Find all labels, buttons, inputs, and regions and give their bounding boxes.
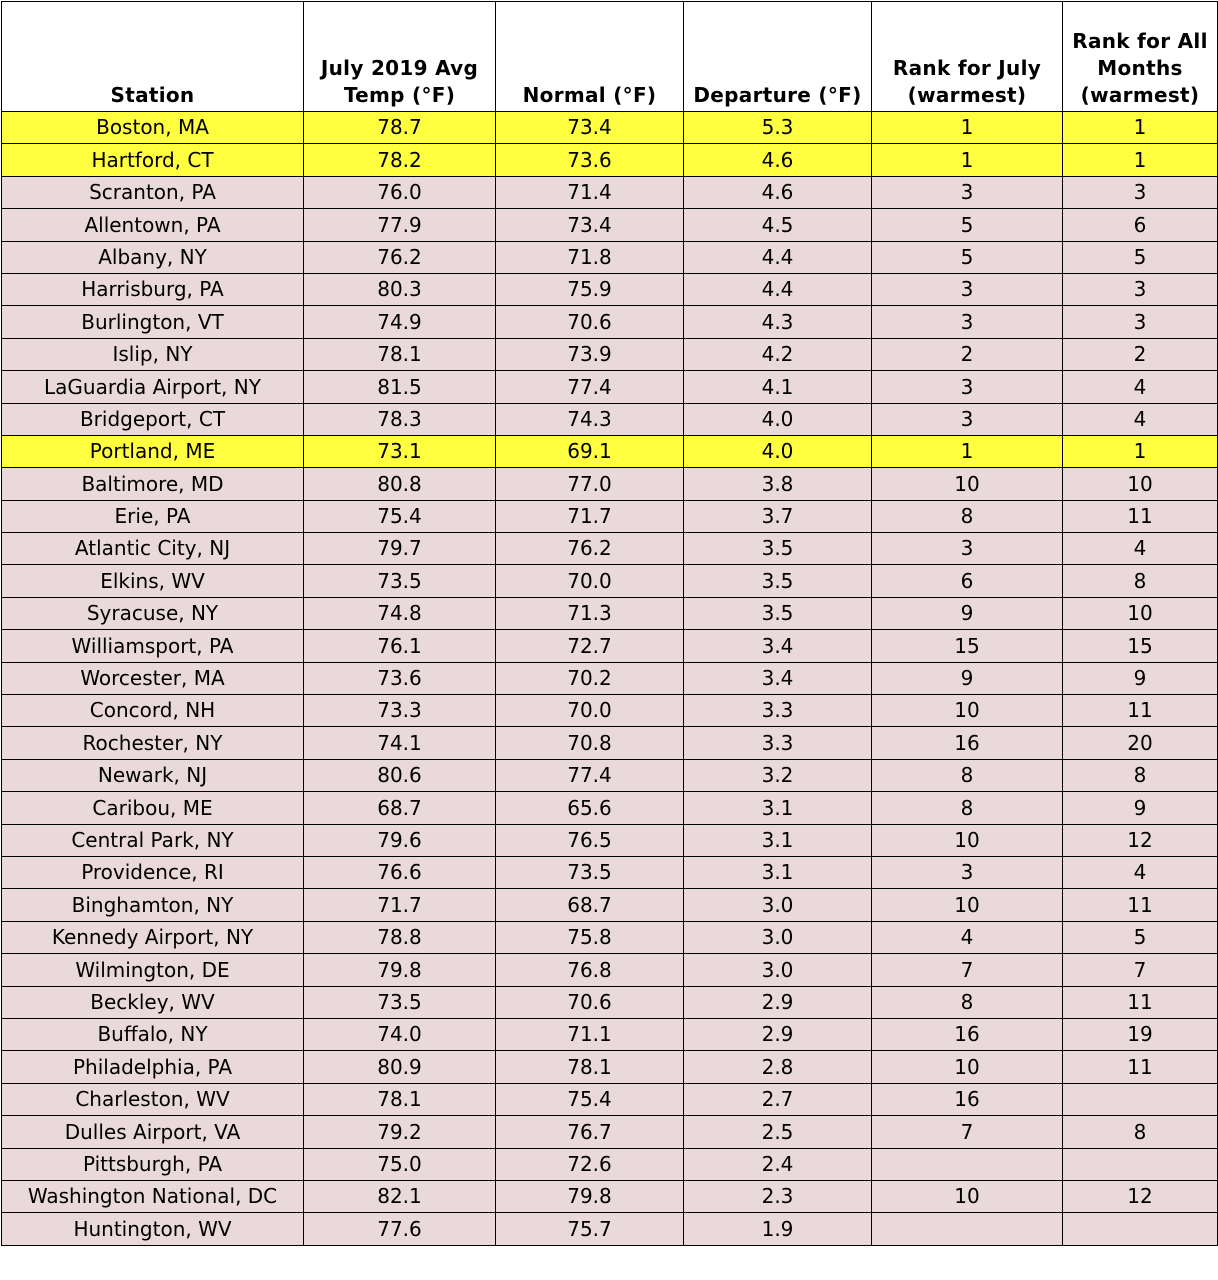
cell-station: Caribou, ME bbox=[2, 792, 304, 824]
cell-departure: 2.3 bbox=[684, 1180, 872, 1212]
cell-rank-all: 10 bbox=[1063, 468, 1218, 500]
cell-rank-all: 8 bbox=[1063, 565, 1218, 597]
cell-departure: 3.5 bbox=[684, 533, 872, 565]
cell-avg-temp: 79.6 bbox=[304, 824, 496, 856]
cell-station: Williamsport, PA bbox=[2, 630, 304, 662]
cell-normal: 75.9 bbox=[496, 273, 684, 305]
cell-departure: 3.7 bbox=[684, 500, 872, 532]
table-row bbox=[2, 792, 1218, 824]
cell-rank-july: 2 bbox=[872, 338, 1063, 370]
cell-station: Wilmington, DE bbox=[2, 954, 304, 986]
cell-normal: 70.6 bbox=[496, 306, 684, 338]
cell-station: Binghamton, NY bbox=[2, 889, 304, 921]
cell-avg-temp: 78.2 bbox=[304, 144, 496, 176]
table-row bbox=[2, 176, 1218, 208]
cell-station: Washington National, DC bbox=[2, 1180, 304, 1212]
cell-avg-temp: 80.3 bbox=[304, 273, 496, 305]
cell-departure: 3.0 bbox=[684, 889, 872, 921]
cell-station: Dulles Airport, VA bbox=[2, 1116, 304, 1148]
cell-station: Albany, NY bbox=[2, 241, 304, 273]
cell-avg-temp: 80.8 bbox=[304, 468, 496, 500]
cell-rank-all: 1 bbox=[1063, 144, 1218, 176]
table-row bbox=[2, 727, 1218, 759]
cell-normal: 72.6 bbox=[496, 1148, 684, 1180]
cell-station: Baltimore, MD bbox=[2, 468, 304, 500]
table-row bbox=[2, 1083, 1218, 1115]
table-row bbox=[2, 1116, 1218, 1148]
cell-normal: 76.5 bbox=[496, 824, 684, 856]
cell-rank-all: 11 bbox=[1063, 1051, 1218, 1083]
cell-normal: 76.2 bbox=[496, 533, 684, 565]
cell-normal: 70.0 bbox=[496, 695, 684, 727]
cell-normal: 65.6 bbox=[496, 792, 684, 824]
cell-station: Charleston, WV bbox=[2, 1083, 304, 1115]
cell-avg-temp: 78.8 bbox=[304, 921, 496, 953]
cell-avg-temp: 76.6 bbox=[304, 856, 496, 888]
cell-normal: 71.1 bbox=[496, 1018, 684, 1050]
cell-station: Syracuse, NY bbox=[2, 597, 304, 629]
cell-station: Pittsburgh, PA bbox=[2, 1148, 304, 1180]
cell-rank-all: 4 bbox=[1063, 371, 1218, 403]
cell-departure: 3.4 bbox=[684, 662, 872, 694]
cell-avg-temp: 71.7 bbox=[304, 889, 496, 921]
cell-rank-july: 3 bbox=[872, 306, 1063, 338]
cell-normal: 74.3 bbox=[496, 403, 684, 435]
table-row bbox=[2, 954, 1218, 986]
cell-avg-temp: 78.1 bbox=[304, 338, 496, 370]
cell-normal: 77.0 bbox=[496, 468, 684, 500]
cell-normal: 70.8 bbox=[496, 727, 684, 759]
cell-normal: 79.8 bbox=[496, 1180, 684, 1212]
cell-rank-july: 8 bbox=[872, 792, 1063, 824]
cell-rank-july: 3 bbox=[872, 273, 1063, 305]
table-row bbox=[2, 371, 1218, 403]
cell-normal: 70.2 bbox=[496, 662, 684, 694]
cell-normal: 69.1 bbox=[496, 435, 684, 467]
cell-rank-all: 11 bbox=[1063, 500, 1218, 532]
cell-rank-all: 10 bbox=[1063, 597, 1218, 629]
table-row bbox=[2, 1018, 1218, 1050]
cell-normal: 78.1 bbox=[496, 1051, 684, 1083]
header-normal-label: Normal (°F) bbox=[522, 83, 657, 107]
cell-avg-temp: 78.3 bbox=[304, 403, 496, 435]
table-row bbox=[2, 889, 1218, 921]
cell-rank-july: 5 bbox=[872, 241, 1063, 273]
cell-departure: 2.8 bbox=[684, 1051, 872, 1083]
table-header bbox=[2, 2, 1218, 112]
cell-station: Allentown, PA bbox=[2, 209, 304, 241]
cell-station: Islip, NY bbox=[2, 338, 304, 370]
header-rank-july-line1: Rank for July bbox=[892, 56, 1042, 80]
temperature-table bbox=[1, 1, 1218, 1246]
cell-rank-july: 7 bbox=[872, 1116, 1063, 1148]
table-row bbox=[2, 306, 1218, 338]
cell-rank-all: 1 bbox=[1063, 112, 1218, 144]
table-row bbox=[2, 565, 1218, 597]
cell-rank-all: 11 bbox=[1063, 986, 1218, 1018]
cell-avg-temp: 76.1 bbox=[304, 630, 496, 662]
cell-station: Atlantic City, NJ bbox=[2, 533, 304, 565]
cell-normal: 75.4 bbox=[496, 1083, 684, 1115]
header-normal bbox=[496, 2, 684, 112]
cell-rank-all: 6 bbox=[1063, 209, 1218, 241]
cell-rank-all: 7 bbox=[1063, 954, 1218, 986]
cell-avg-temp: 73.1 bbox=[304, 435, 496, 467]
cell-rank-all: 8 bbox=[1063, 759, 1218, 791]
cell-rank-july: 10 bbox=[872, 1051, 1063, 1083]
cell-rank-july: 8 bbox=[872, 759, 1063, 791]
cell-rank-all bbox=[1063, 1083, 1218, 1115]
cell-rank-all bbox=[1063, 1213, 1218, 1245]
cell-normal: 77.4 bbox=[496, 759, 684, 791]
cell-departure: 3.1 bbox=[684, 856, 872, 888]
cell-rank-all: 4 bbox=[1063, 403, 1218, 435]
cell-normal: 77.4 bbox=[496, 371, 684, 403]
table-row bbox=[2, 1180, 1218, 1212]
cell-rank-july: 10 bbox=[872, 468, 1063, 500]
table-row bbox=[2, 468, 1218, 500]
cell-rank-july: 1 bbox=[872, 144, 1063, 176]
cell-departure: 3.1 bbox=[684, 824, 872, 856]
cell-rank-all: 2 bbox=[1063, 338, 1218, 370]
cell-station: LaGuardia Airport, NY bbox=[2, 371, 304, 403]
cell-rank-july: 3 bbox=[872, 856, 1063, 888]
cell-rank-july: 9 bbox=[872, 597, 1063, 629]
cell-rank-july: 10 bbox=[872, 824, 1063, 856]
cell-rank-july: 9 bbox=[872, 662, 1063, 694]
cell-normal: 71.7 bbox=[496, 500, 684, 532]
cell-station: Worcester, MA bbox=[2, 662, 304, 694]
cell-avg-temp: 74.0 bbox=[304, 1018, 496, 1050]
cell-departure: 4.0 bbox=[684, 435, 872, 467]
table-row bbox=[2, 1213, 1218, 1245]
cell-avg-temp: 82.1 bbox=[304, 1180, 496, 1212]
cell-avg-temp: 73.6 bbox=[304, 662, 496, 694]
cell-rank-july: 16 bbox=[872, 1083, 1063, 1115]
header-rank-all bbox=[1063, 2, 1218, 112]
table-row bbox=[2, 338, 1218, 370]
cell-rank-all: 4 bbox=[1063, 533, 1218, 565]
cell-departure: 3.4 bbox=[684, 630, 872, 662]
cell-normal: 73.4 bbox=[496, 209, 684, 241]
table-row bbox=[2, 209, 1218, 241]
cell-station: Scranton, PA bbox=[2, 176, 304, 208]
cell-station: Erie, PA bbox=[2, 500, 304, 532]
cell-rank-july: 16 bbox=[872, 1018, 1063, 1050]
cell-avg-temp: 74.8 bbox=[304, 597, 496, 629]
table-row bbox=[2, 921, 1218, 953]
cell-avg-temp: 76.2 bbox=[304, 241, 496, 273]
cell-rank-all: 3 bbox=[1063, 273, 1218, 305]
table-row bbox=[2, 630, 1218, 662]
header-rank-july bbox=[872, 2, 1063, 112]
cell-rank-all: 9 bbox=[1063, 792, 1218, 824]
cell-rank-all: 4 bbox=[1063, 856, 1218, 888]
cell-departure: 4.3 bbox=[684, 306, 872, 338]
cell-rank-all: 11 bbox=[1063, 889, 1218, 921]
cell-rank-all: 12 bbox=[1063, 824, 1218, 856]
cell-avg-temp: 81.5 bbox=[304, 371, 496, 403]
cell-normal: 72.7 bbox=[496, 630, 684, 662]
cell-rank-all: 3 bbox=[1063, 306, 1218, 338]
cell-departure: 4.2 bbox=[684, 338, 872, 370]
cell-rank-all: 1 bbox=[1063, 435, 1218, 467]
header-departure-label: Departure (°F) bbox=[693, 83, 862, 107]
cell-avg-temp: 75.4 bbox=[304, 500, 496, 532]
cell-departure: 3.0 bbox=[684, 954, 872, 986]
cell-station: Providence, RI bbox=[2, 856, 304, 888]
cell-station: Rochester, NY bbox=[2, 727, 304, 759]
cell-normal: 73.9 bbox=[496, 338, 684, 370]
cell-normal: 71.3 bbox=[496, 597, 684, 629]
cell-rank-all: 5 bbox=[1063, 921, 1218, 953]
cell-rank-july: 3 bbox=[872, 371, 1063, 403]
cell-avg-temp: 77.9 bbox=[304, 209, 496, 241]
header-row bbox=[2, 2, 1218, 112]
cell-avg-temp: 78.7 bbox=[304, 112, 496, 144]
table-row bbox=[2, 533, 1218, 565]
table-row bbox=[2, 435, 1218, 467]
cell-departure: 4.4 bbox=[684, 273, 872, 305]
cell-station: Newark, NJ bbox=[2, 759, 304, 791]
cell-normal: 76.7 bbox=[496, 1116, 684, 1148]
table-row bbox=[2, 856, 1218, 888]
cell-departure: 2.7 bbox=[684, 1083, 872, 1115]
cell-station: Huntington, WV bbox=[2, 1213, 304, 1245]
cell-avg-temp: 79.7 bbox=[304, 533, 496, 565]
cell-normal: 70.6 bbox=[496, 986, 684, 1018]
cell-rank-july: 3 bbox=[872, 403, 1063, 435]
table-row bbox=[2, 500, 1218, 532]
cell-normal: 70.0 bbox=[496, 565, 684, 597]
cell-rank-july bbox=[872, 1148, 1063, 1180]
table-row bbox=[2, 759, 1218, 791]
cell-avg-temp: 73.5 bbox=[304, 986, 496, 1018]
cell-station: Harrisburg, PA bbox=[2, 273, 304, 305]
cell-departure: 4.4 bbox=[684, 241, 872, 273]
cell-station: Concord, NH bbox=[2, 695, 304, 727]
cell-rank-all: 20 bbox=[1063, 727, 1218, 759]
cell-rank-all: 5 bbox=[1063, 241, 1218, 273]
cell-normal: 76.8 bbox=[496, 954, 684, 986]
cell-normal: 71.4 bbox=[496, 176, 684, 208]
cell-departure: 4.6 bbox=[684, 144, 872, 176]
cell-departure: 2.9 bbox=[684, 986, 872, 1018]
cell-rank-july: 8 bbox=[872, 500, 1063, 532]
cell-rank-july: 8 bbox=[872, 986, 1063, 1018]
table-body bbox=[2, 112, 1218, 1246]
cell-rank-july: 16 bbox=[872, 727, 1063, 759]
cell-departure: 3.3 bbox=[684, 727, 872, 759]
cell-rank-july: 10 bbox=[872, 1180, 1063, 1212]
cell-rank-july: 5 bbox=[872, 209, 1063, 241]
cell-rank-all: 11 bbox=[1063, 695, 1218, 727]
cell-avg-temp: 73.5 bbox=[304, 565, 496, 597]
cell-departure: 3.1 bbox=[684, 792, 872, 824]
cell-rank-july: 7 bbox=[872, 954, 1063, 986]
table-row bbox=[2, 273, 1218, 305]
cell-avg-temp: 76.0 bbox=[304, 176, 496, 208]
cell-departure: 4.0 bbox=[684, 403, 872, 435]
cell-avg-temp: 79.8 bbox=[304, 954, 496, 986]
cell-rank-july: 3 bbox=[872, 176, 1063, 208]
cell-station: Burlington, VT bbox=[2, 306, 304, 338]
cell-normal: 75.8 bbox=[496, 921, 684, 953]
cell-departure: 2.9 bbox=[684, 1018, 872, 1050]
cell-departure: 3.3 bbox=[684, 695, 872, 727]
cell-rank-all: 8 bbox=[1063, 1116, 1218, 1148]
cell-rank-july: 15 bbox=[872, 630, 1063, 662]
header-station bbox=[2, 2, 304, 112]
cell-rank-all bbox=[1063, 1148, 1218, 1180]
cell-avg-temp: 79.2 bbox=[304, 1116, 496, 1148]
table-row bbox=[2, 824, 1218, 856]
cell-avg-temp: 73.3 bbox=[304, 695, 496, 727]
cell-avg-temp: 68.7 bbox=[304, 792, 496, 824]
cell-departure: 4.1 bbox=[684, 371, 872, 403]
cell-avg-temp: 78.1 bbox=[304, 1083, 496, 1115]
cell-avg-temp: 74.9 bbox=[304, 306, 496, 338]
cell-rank-all: 3 bbox=[1063, 176, 1218, 208]
table-row bbox=[2, 241, 1218, 273]
cell-avg-temp: 74.1 bbox=[304, 727, 496, 759]
table-row bbox=[2, 403, 1218, 435]
cell-avg-temp: 80.6 bbox=[304, 759, 496, 791]
table-row bbox=[2, 144, 1218, 176]
cell-departure: 2.5 bbox=[684, 1116, 872, 1148]
header-rank-all-line3: (warmest) bbox=[1080, 83, 1200, 107]
cell-departure: 4.5 bbox=[684, 209, 872, 241]
header-departure bbox=[684, 2, 872, 112]
cell-rank-july: 1 bbox=[872, 435, 1063, 467]
cell-station: Beckley, WV bbox=[2, 986, 304, 1018]
table-row bbox=[2, 597, 1218, 629]
cell-station: Bridgeport, CT bbox=[2, 403, 304, 435]
cell-departure: 3.5 bbox=[684, 565, 872, 597]
header-station-label: Station bbox=[110, 83, 195, 107]
cell-departure: 3.5 bbox=[684, 597, 872, 629]
cell-departure: 3.2 bbox=[684, 759, 872, 791]
header-rank-all-line2: Months bbox=[1097, 56, 1183, 80]
cell-departure: 2.4 bbox=[684, 1148, 872, 1180]
cell-rank-july: 10 bbox=[872, 695, 1063, 727]
cell-rank-july: 10 bbox=[872, 889, 1063, 921]
cell-normal: 71.8 bbox=[496, 241, 684, 273]
cell-rank-july: 1 bbox=[872, 112, 1063, 144]
cell-rank-all: 19 bbox=[1063, 1018, 1218, 1050]
cell-rank-july: 4 bbox=[872, 921, 1063, 953]
cell-rank-all: 12 bbox=[1063, 1180, 1218, 1212]
header-avg-temp-line1: July 2019 Avg bbox=[320, 56, 479, 80]
cell-rank-all: 9 bbox=[1063, 662, 1218, 694]
header-avg-temp bbox=[304, 2, 496, 112]
cell-station: Central Park, NY bbox=[2, 824, 304, 856]
cell-avg-temp: 80.9 bbox=[304, 1051, 496, 1083]
cell-normal: 75.7 bbox=[496, 1213, 684, 1245]
cell-rank-july: 3 bbox=[872, 533, 1063, 565]
cell-normal: 73.5 bbox=[496, 856, 684, 888]
cell-station: Portland, ME bbox=[2, 435, 304, 467]
cell-departure: 3.8 bbox=[684, 468, 872, 500]
table-row bbox=[2, 986, 1218, 1018]
cell-departure: 3.0 bbox=[684, 921, 872, 953]
cell-station: Boston, MA bbox=[2, 112, 304, 144]
cell-station: Hartford, CT bbox=[2, 144, 304, 176]
cell-station: Kennedy Airport, NY bbox=[2, 921, 304, 953]
table-row bbox=[2, 662, 1218, 694]
cell-departure: 5.3 bbox=[684, 112, 872, 144]
table-row bbox=[2, 695, 1218, 727]
cell-station: Buffalo, NY bbox=[2, 1018, 304, 1050]
cell-avg-temp: 75.0 bbox=[304, 1148, 496, 1180]
cell-departure: 1.9 bbox=[684, 1213, 872, 1245]
cell-station: Elkins, WV bbox=[2, 565, 304, 597]
cell-normal: 68.7 bbox=[496, 889, 684, 921]
header-rank-july-line2: (warmest) bbox=[907, 83, 1027, 107]
cell-departure: 4.6 bbox=[684, 176, 872, 208]
header-avg-temp-line2: Temp (°F) bbox=[343, 83, 456, 107]
cell-station: Philadelphia, PA bbox=[2, 1051, 304, 1083]
cell-avg-temp: 77.6 bbox=[304, 1213, 496, 1245]
cell-rank-july bbox=[872, 1213, 1063, 1245]
cell-rank-july: 6 bbox=[872, 565, 1063, 597]
table-row bbox=[2, 1148, 1218, 1180]
cell-rank-all: 15 bbox=[1063, 630, 1218, 662]
table-row bbox=[2, 112, 1218, 144]
table-row bbox=[2, 1051, 1218, 1083]
cell-normal: 73.6 bbox=[496, 144, 684, 176]
header-rank-all-line1: Rank for All bbox=[1072, 29, 1208, 53]
cell-normal: 73.4 bbox=[496, 112, 684, 144]
